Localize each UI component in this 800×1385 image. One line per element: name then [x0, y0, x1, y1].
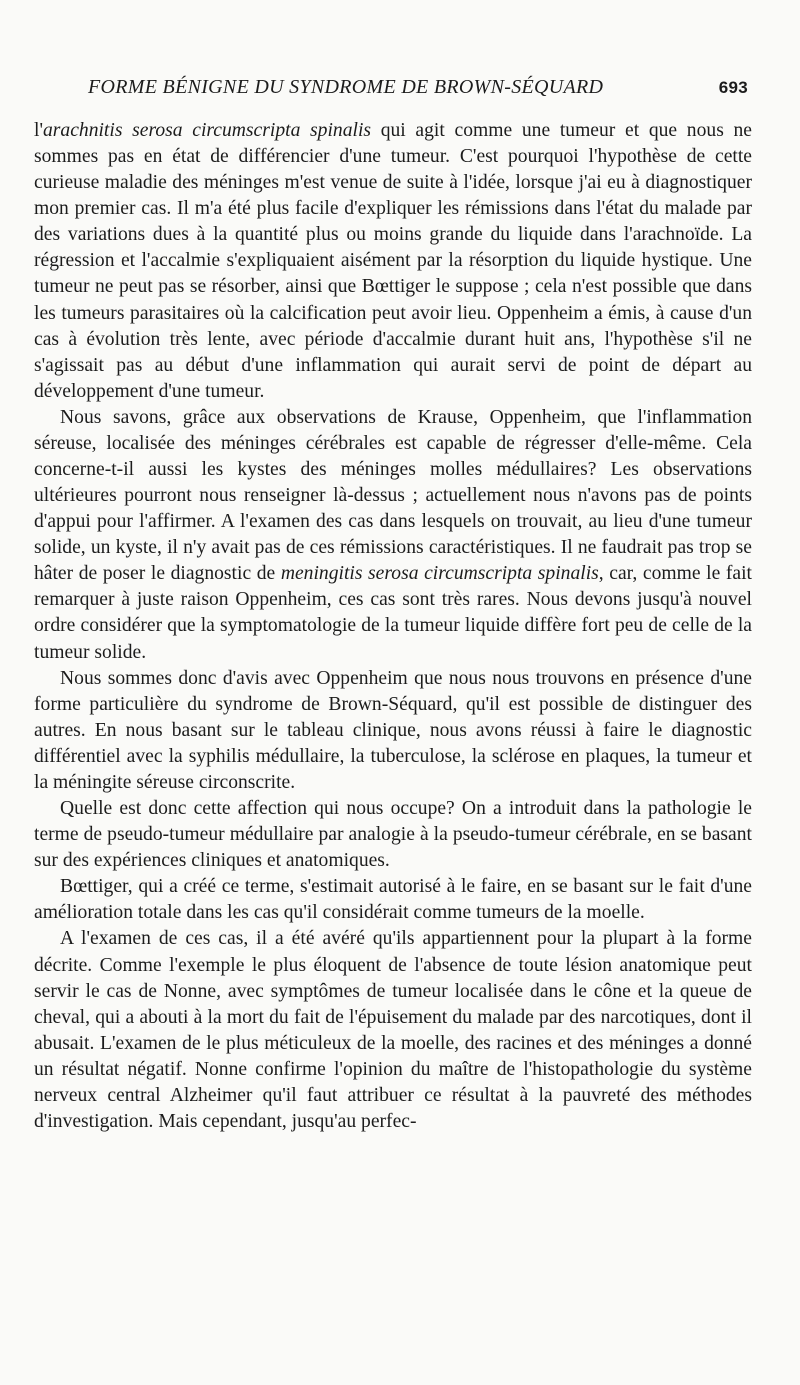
page-header: [88, 76, 748, 104]
text-run: l': [34, 120, 43, 141]
text-run: Quelle est donc cette affection qui nous occupe? On a introduit dans la pathologie le terme de pseudo-tumeur médullaire par analogie à la pseudo-tumeur cérébrale, en se basant sur des expériences cliniques et anatomiques.: [34, 798, 752, 872]
italic-text: meningitis serosa circumscripta spinalis: [280, 563, 599, 585]
running-title: FORME BÉNIGNE DU SYNDROME DE BROWN-SÉQUARD: [88, 76, 604, 98]
text-run: Nous sommes donc d'avis avec Oppenheim que nous nous trouvons en présence d'une forme particulière du syndrome de Brown-Séquard, qu'il est possible de distinguer des autres. En nous basant sur le tableau clinique, nous avons réussi à faire le diagnostic différentiel avec la syphilis médullaire, la tuberculose, la sclérose en plaques, la tumeur et la méningite séreuse circonscrite.: [34, 667, 752, 793]
body-text: [34, 118, 752, 1135]
paragraph: [34, 405, 752, 666]
text-run: , car, comme le fait remarquer à juste raison Oppenheim, ces cas sont très rares. Nous devons jusqu'à nouvel ordre considérer que la symptomatologie de la tumeur liquide diffère fort peu de celle de la tumeur solide.: [34, 563, 752, 663]
text-run: Bœttiger, qui a créé ce terme, s'estimait autorisé à le faire, en se basant sur le fait d'une amélioration totale dans les cas qu'il considérait comme tumeurs de la moelle.: [34, 876, 752, 924]
text-run: A l'examen de ces cas, il a été avéré qu'ils appartiennent pour la plupart à la forme décrite. Comme l'exemple le plus éloquent de l'absence de toute lésion anatomique peut servir le cas de Nonne, avec symptômes de tumeur localisée dans le cône et la queue de cheval, qui a abouti à la mort du fait de l'épuisement du malade par des narcotiques, dont il abusait. L'examen de le plus méticuleux de la moelle, des racines et des méninges a donné un résultat négatif. Nonne confirme l'opinion du maître de l'histopathologie du système nerveux central Alzheimer qu'il faut attribuer ce résultat à la pauvreté des méthodes d'investigation. Mais cependant, jusqu'au perfec-: [34, 928, 752, 1132]
page-number: 693: [718, 78, 748, 97]
text-run: qui agit comme une tumeur et que nous ne sommes pas en état de différencier d'une tumeur. C'est pourquoi l'hypothèse de cette curieuse maladie des méninges m'est venue de suite à l'idée, lorsque j'ai eu à diagnostiquer mon premier cas. Il m'a été plus facile d'expliquer les rémissions dans l'état du malade par des variations dues à la quantité plus ou moins grande du liquide dans l'arachnoïde. La régression et l'accalmie s'expliquaient aisément par la résorption du liquide hystique. Une tumeur ne peut pas se résorber, ainsi que Bœttiger le suppose ; cela n'est possible que dans les tumeurs parasitaires où la calcification peut avoir lieu. Oppenheim a émis, à cause d'un cas à évolution très lente, avec période d'accalmie durant huit ans, l'hypothèse s'il ne s'agissait pas au début d'une inflammation qui aurait servi de point de départ au développement d'une tumeur.: [34, 120, 753, 402]
text-run: Nous savons, grâce aux observations de Krause, Oppenheim, que l'inflammation séreuse, localisée des méninges cérébrales est capable de régresser d'elle-même. Cela concerne-t-il aussi les kystes des méninges molles médullaires? Les observations ultérieures pourront nous renseigner là-dessus ; actuellement nous n'avons pas de points d'appui pour l'affirmer. A l'examen des cas dans lesquels on trouvait, au lieu d'une tumeur solide, un kyste, il n'y avait pas de ces rémissions caractéristiques. Il ne faudrait pas trop se hâter de poser le diagnostic de: [34, 406, 752, 585]
paragraph: [34, 666, 752, 796]
paragraph: [34, 874, 752, 926]
paragraph: [34, 926, 752, 1135]
paragraph: [34, 118, 752, 405]
paragraph: [34, 796, 752, 874]
italic-text: arachnitis serosa circumscripta spinalis: [42, 120, 372, 141]
